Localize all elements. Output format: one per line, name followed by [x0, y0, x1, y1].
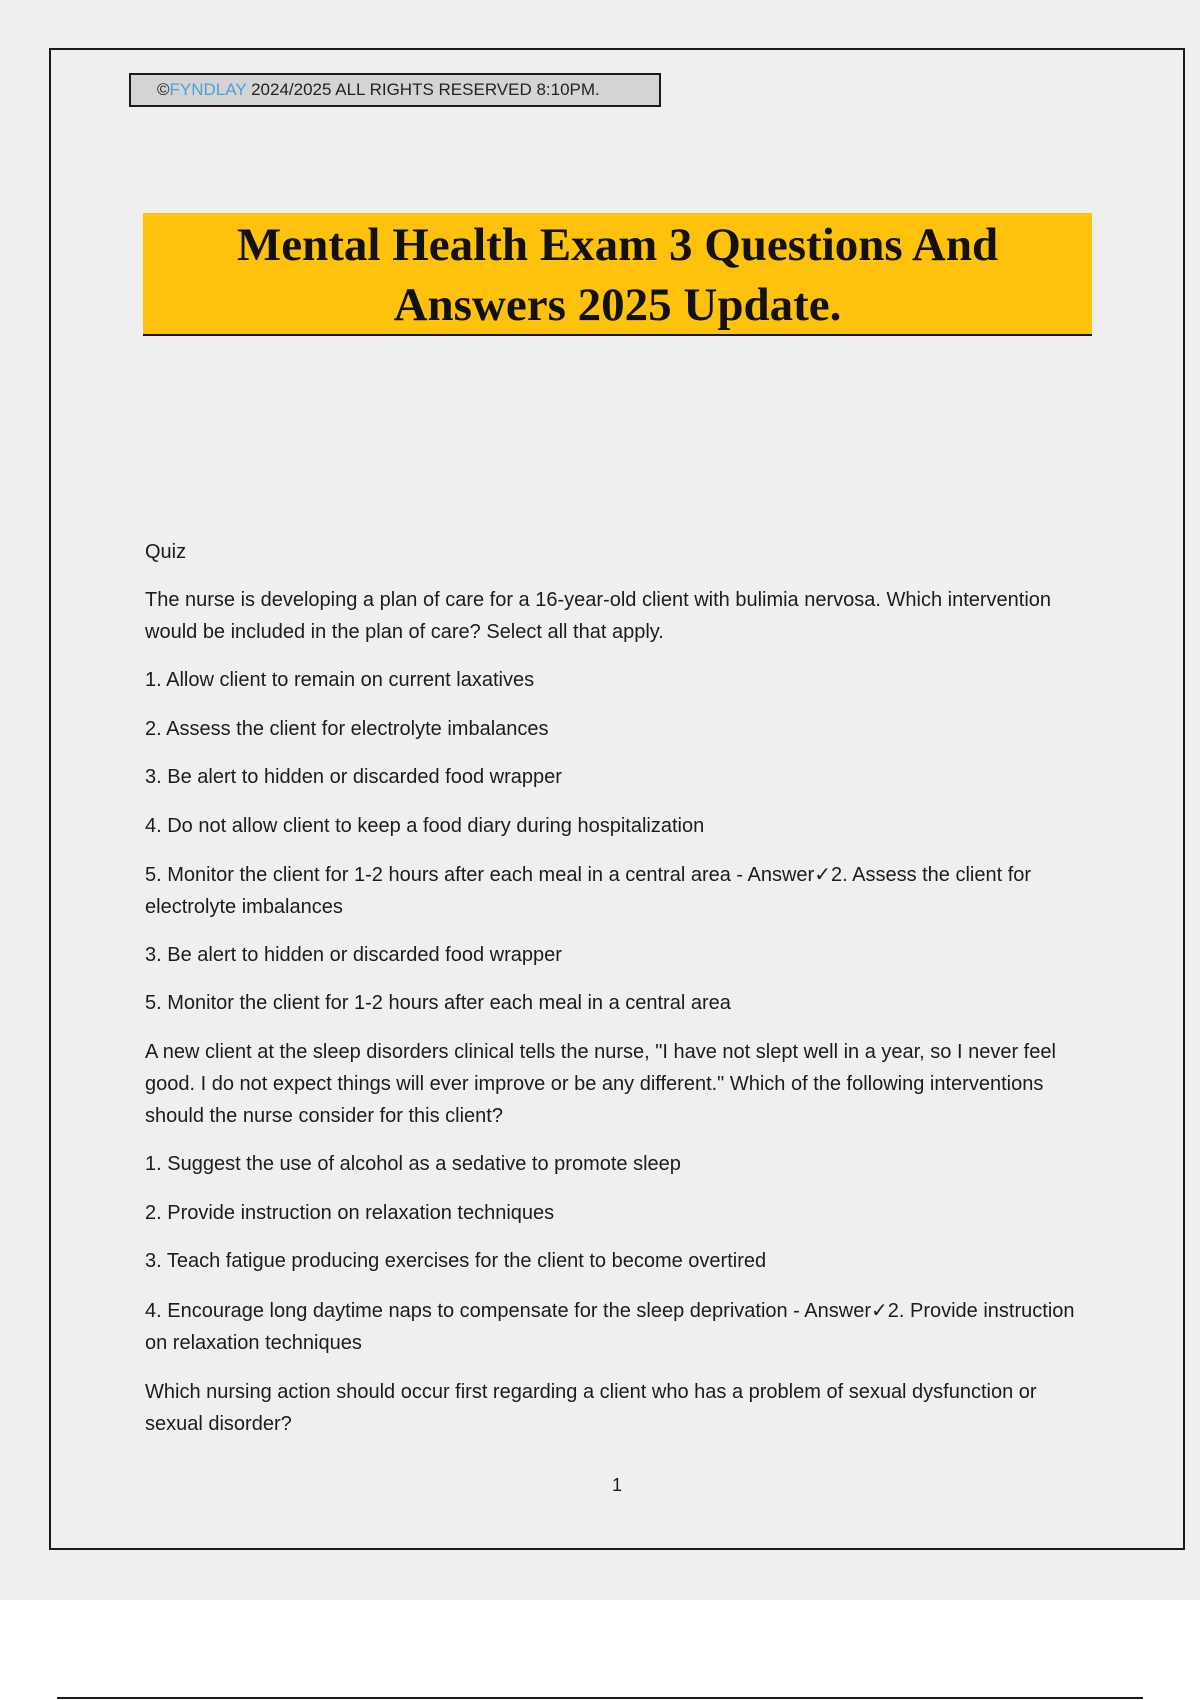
title-line-1: Mental Health Exam 3 Questions And: [236, 219, 999, 271]
answer-option: 2. Provide instruction on relaxation techniques: [145, 1202, 555, 1224]
answer-option: 4. Encourage long daytime naps to compensate for the sleep deprivation - Answer✓2. Provide instruction on relaxation techniques: [145, 1300, 1075, 1354]
copyright-symbol: ©: [157, 80, 170, 99]
answer-option: 3. Be alert to hidden or discarded food wrapper: [145, 944, 562, 966]
answer-option: 5. Monitor the client for 1-2 hours after each meal in a central area: [145, 992, 731, 1014]
question-text: Which nursing action should occur first regarding a client who has a problem of sexual dysfunction or sexual disorder?: [145, 1381, 1037, 1435]
answer-option: 2. Assess the client for electrolyte imbalances: [145, 718, 549, 740]
section-label: Quiz: [145, 541, 187, 563]
answer-option: 1. Allow client to remain on current laxatives: [145, 669, 535, 691]
copyright-text: 2024/2025 ALL RIGHTS RESERVED 8:10PM.: [246, 80, 600, 99]
answer-option: 5. Monitor the client for 1-2 hours after each meal in a central area - Answer✓2. Assess the client for electrolyte imbalances: [145, 864, 1032, 918]
answer-option: 1. Suggest the use of alcohol as a sedative to promote sleep: [145, 1153, 681, 1175]
answer-option: 3. Teach fatigue producing exercises for the client to become overtired: [145, 1250, 767, 1272]
question-text: A new client at the sleep disorders clinical tells the nurse, "I have not slept well in a year, so I never feel good. I do not expect things will ever improve or be any different." Which of the following interventions should the nurse consider for this client?: [145, 1041, 1056, 1127]
question-text: The nurse is developing a plan of care for a 16-year-old client with bulimia nervosa. Which intervention would be included in the plan of care? Select all that apply.: [145, 589, 1052, 643]
title-line-2: Answers 2025 Update.: [393, 279, 842, 331]
copyright-brand: FYNDLAY: [169, 80, 247, 99]
page-number: 1: [611, 1475, 622, 1495]
copyright-banner: [129, 73, 661, 107]
answer-option: 3. Be alert to hidden or discarded food wrapper: [145, 766, 562, 788]
document-title: [143, 213, 1092, 335]
answer-option: 4. Do not allow client to keep a food diary during hospitalization: [145, 815, 705, 837]
next-page-divider: [57, 1697, 1143, 1699]
title-banner: [143, 213, 1092, 336]
